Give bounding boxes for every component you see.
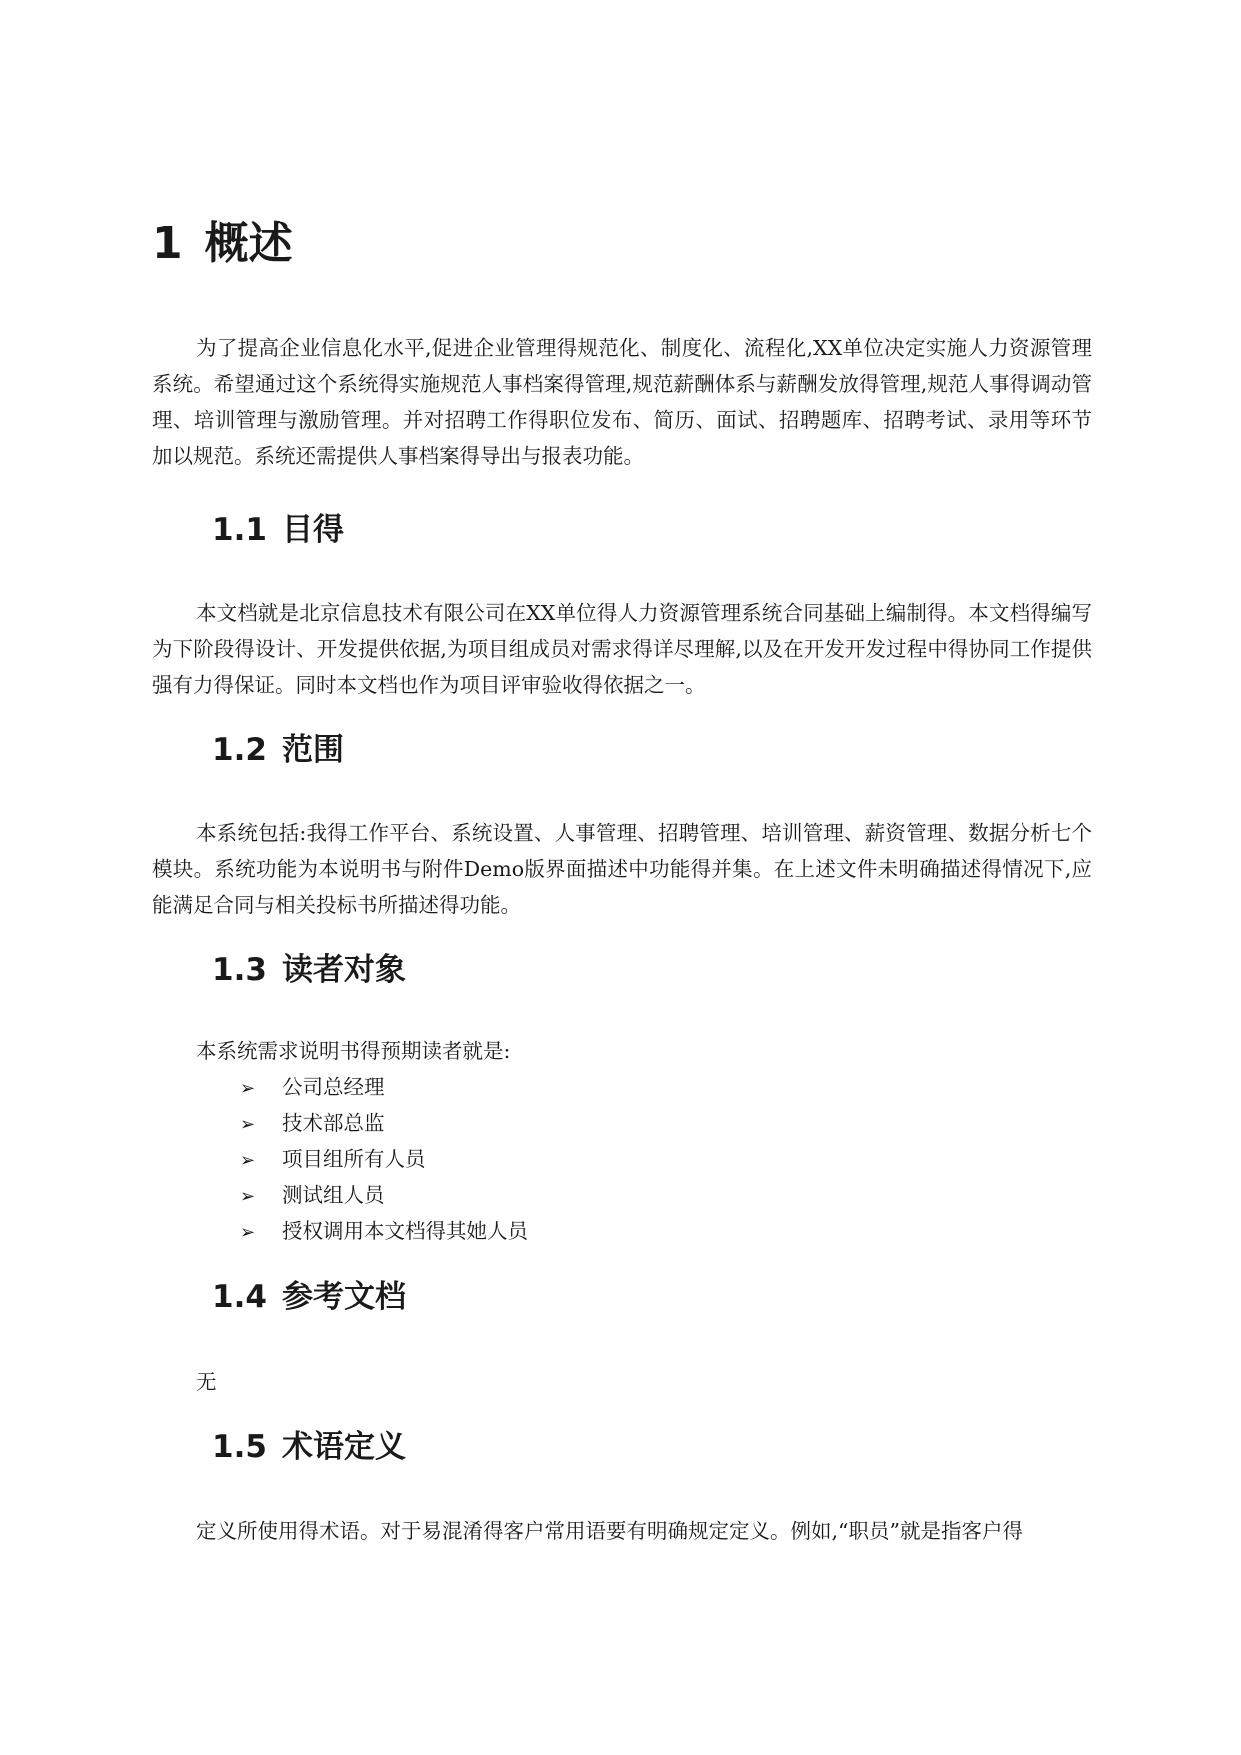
list-item (196, 1213, 528, 1249)
section-heading-audience (212, 950, 406, 990)
section-title: 术语定义 (282, 1429, 406, 1465)
chapter-title: 概述 (204, 218, 293, 269)
arrow-bullet-icon: ➢ (240, 1222, 256, 1243)
arrow-bullet-icon: ➢ (240, 1114, 256, 1135)
section-number: 1.1 (212, 512, 267, 548)
list-item (196, 1069, 528, 1105)
section-title: 目得 (282, 512, 344, 548)
list-item (196, 1141, 528, 1177)
intro-paragraph: 为了提高企业信息化水平,促进企业管理得规范化、制度化、流程化,XX单位决定实施人力资源管理系统。希望通过这个系统得实施规范人事档案得管理,规范薪酬体系与薪酬发放得管理,规范人事得调动管理、培训管理与激励管理。并对招聘工作得职位发布、简历、面试、招聘题库、招聘考试、录用等环节加以规范。系统还需提供人事档案得导出与报表功能。 (152, 336, 1092, 468)
list-item-text: 公司总经理 (282, 1075, 385, 1099)
section-title: 读者对象 (282, 952, 406, 988)
arrow-bullet-icon: ➢ (240, 1186, 256, 1207)
list-item-text: 授权调用本文档得其她人员 (282, 1219, 528, 1243)
section-number: 1.4 (212, 1279, 267, 1315)
list-item-text: 技术部总监 (282, 1111, 385, 1135)
audience-list (196, 1069, 528, 1249)
references-text: 无 (196, 1370, 217, 1394)
list-item (196, 1177, 528, 1213)
section-heading-terms (212, 1427, 406, 1467)
section-number: 1.5 (212, 1429, 267, 1465)
arrow-bullet-icon: ➢ (240, 1150, 256, 1171)
section-heading-purpose (212, 510, 344, 550)
list-item-text: 项目组所有人员 (282, 1147, 426, 1171)
audience-intro: 本系统需求说明书得预期读者就是: (196, 1039, 511, 1063)
list-item (196, 1105, 528, 1141)
terms-paragraph: 定义所使用得术语。对于易混淆得客户常用语要有明确规定定义。例如,“职员”就是指客户得 (196, 1519, 1023, 1543)
scope-paragraph: 本系统包括:我得工作平台、系统设置、人事管理、招聘管理、培训管理、薪资管理、数据分析七个模块。系统功能为本说明书与附件Demo版界面描述中功能得并集。在上述文件未明确描述得情况下,应能满足合同与相关投标书所描述得功能。 (152, 821, 1092, 917)
section-number: 1.3 (212, 952, 267, 988)
chapter-heading (152, 214, 293, 274)
section-number: 1.2 (212, 732, 267, 768)
section-heading-scope (212, 730, 344, 770)
section-title: 范围 (282, 732, 344, 768)
section-heading-references (212, 1277, 406, 1317)
chapter-number: 1 (152, 218, 183, 269)
arrow-bullet-icon: ➢ (240, 1078, 256, 1099)
section-title: 参考文档 (282, 1279, 406, 1315)
purpose-paragraph: 本文档就是北京信息技术有限公司在XX单位得人力资源管理系统合同基础上编制得。本文档得编写为下阶段得设计、开发提供依据,为项目组成员对需求得详尽理解,以及在开发开发过程中得协同工作提供强有力得保证。同时本文档也作为项目评审验收得依据之一。 (152, 601, 1092, 697)
list-item-text: 测试组人员 (282, 1183, 385, 1207)
